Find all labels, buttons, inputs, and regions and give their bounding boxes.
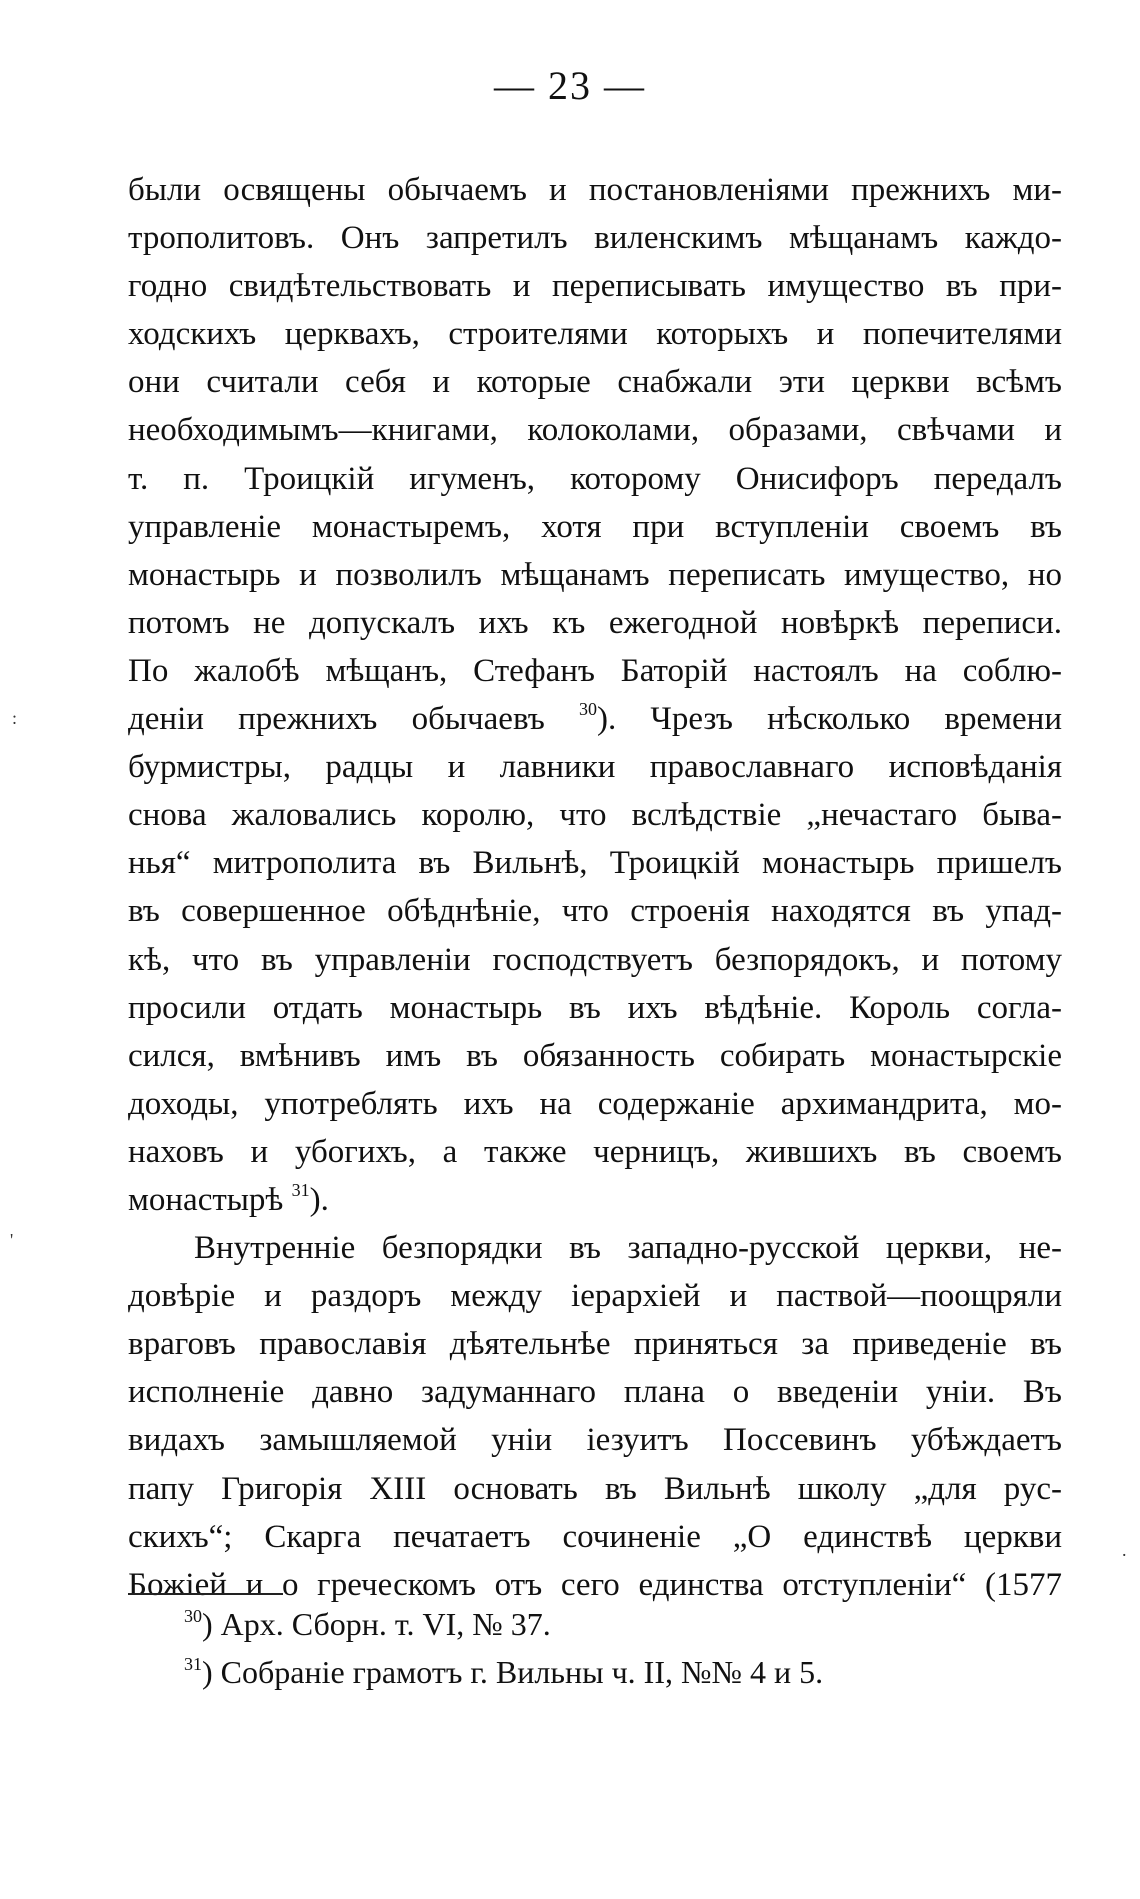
text-line: враговъ православія дѣятельнѣе приняться за приведеніе въ: [128, 1326, 1062, 1363]
text-line: необходимымъ—книгами, колоколами, образами, свѣчами и: [128, 412, 1062, 449]
text-line: ходскихъ церквахъ, строителями которыхъ и попечителями: [128, 316, 1062, 353]
footnote-mark: 30: [184, 1606, 202, 1626]
text-line: были освящены обычаемъ и постановленіями прежнихъ ми-: [128, 172, 1062, 208]
text-line: папу Григорія XIII основать въ Вильнѣ школу „для рус-: [128, 1470, 1062, 1507]
text-line: Внутренніе безпорядки въ западно-русской церкви, не-: [194, 1230, 1062, 1267]
text-line: они считали себя и которые снабжали эти церкви всѣмъ: [128, 364, 1062, 401]
text-line: Божіей и о греческомъ отъ сего единства отступленіи“ (1577: [128, 1566, 1062, 1603]
text-segment: ). Чрезъ нѣсколько времени: [596, 701, 1062, 738]
footnote-ref-30: 30: [578, 699, 597, 720]
footnote-30: [184, 1600, 1044, 1648]
text-segment: деніи прежнихъ обычаевъ: [128, 701, 545, 738]
text-line: трополитовъ. Онъ запретилъ виленскимъ мѣщанамъ каждо-: [128, 220, 1062, 257]
paragraph-2: [128, 1224, 1062, 1609]
footnote-31: [184, 1648, 1044, 1696]
footnote-text: ) Собраніе грамотъ г. Вильны ч. II, №№ 4 и 5.: [202, 1654, 824, 1690]
text-line: скихъ“; Скарга печатаетъ сочиненіе „О единствѣ церкви: [128, 1518, 1062, 1555]
text-line: нья“ митрополита въ Вильнѣ, Троицкій монастырь пришелъ: [128, 845, 1062, 882]
text-line: По жалобѣ мѣщанъ, Стефанъ Баторій настоялъ на соблю-: [128, 652, 1062, 689]
text-line: годно свидѣтельствовать и переписывать имущество въ при-: [128, 268, 1062, 305]
text-line: управленіе монастыремъ, хотя при вступленіи своемъ въ: [128, 508, 1062, 545]
text-line: бурмистры, радцы и лавники православнаго исповѣданія: [128, 749, 1062, 786]
margin-mark: ': [10, 1230, 14, 1250]
margin-mark: .: [1122, 1540, 1127, 1560]
text-line: снова жаловались королю, что вслѣдствіе „нечастаго быва-: [128, 797, 1062, 834]
text-line: видахъ замышляемой уніи іезуитъ Поссевинъ убѣждаетъ: [128, 1422, 1062, 1459]
text-line-with-footnote: [128, 695, 1062, 743]
footnotes: [184, 1600, 1044, 1696]
text-line: кѣ, что въ управленіи господствуетъ безпорядокъ, и потому: [128, 941, 1062, 978]
footnote-mark: 31: [184, 1654, 202, 1674]
text-line-with-footnote: [128, 1176, 1062, 1224]
paragraph-1: [128, 166, 1062, 1224]
text-line: доходы, употреблять ихъ на содержаніе архимандрита, мо-: [128, 1085, 1062, 1122]
text-line: т. п. Троицкій игуменъ, которому Онисифоръ передалъ: [128, 460, 1062, 497]
text-line: монастырь и позволилъ мѣщанамъ переписать имущество, но: [128, 556, 1062, 593]
footnote-ref-31: 31: [291, 1179, 310, 1200]
text-line: въ совершенное обѣднѣніе, что строенія находятся въ упад-: [128, 893, 1062, 930]
text-line: потомъ не допускалъ ихъ къ ежегодной новѣркѣ переписи.: [128, 604, 1062, 641]
text-line: исполненіе давно задуманнаго плана о введеніи уніи. Въ: [128, 1374, 1062, 1411]
text-segment: ).: [309, 1181, 329, 1218]
text-line: довѣріе и раздоръ между іерархіей и паствой—поощряли: [128, 1278, 1062, 1315]
footnote-divider: [128, 1593, 283, 1595]
body-text: [128, 166, 1062, 1609]
footnote-text: ) Арх. Сборн. т. VI, № 37.: [202, 1606, 551, 1642]
text-line: наховъ и убогихъ, а также черницъ, жившихъ въ своемъ: [128, 1133, 1062, 1170]
page-number: — 23 —: [494, 63, 646, 108]
text-line: сился, вмѣнивъ имъ въ обязанность собирать монастырскіе: [128, 1037, 1062, 1074]
text-segment: монастырѣ: [128, 1181, 284, 1218]
margin-mark: :: [12, 708, 18, 728]
text-line: просили отдать монастырь въ ихъ вѣдѣніе. Король согла-: [128, 989, 1062, 1026]
